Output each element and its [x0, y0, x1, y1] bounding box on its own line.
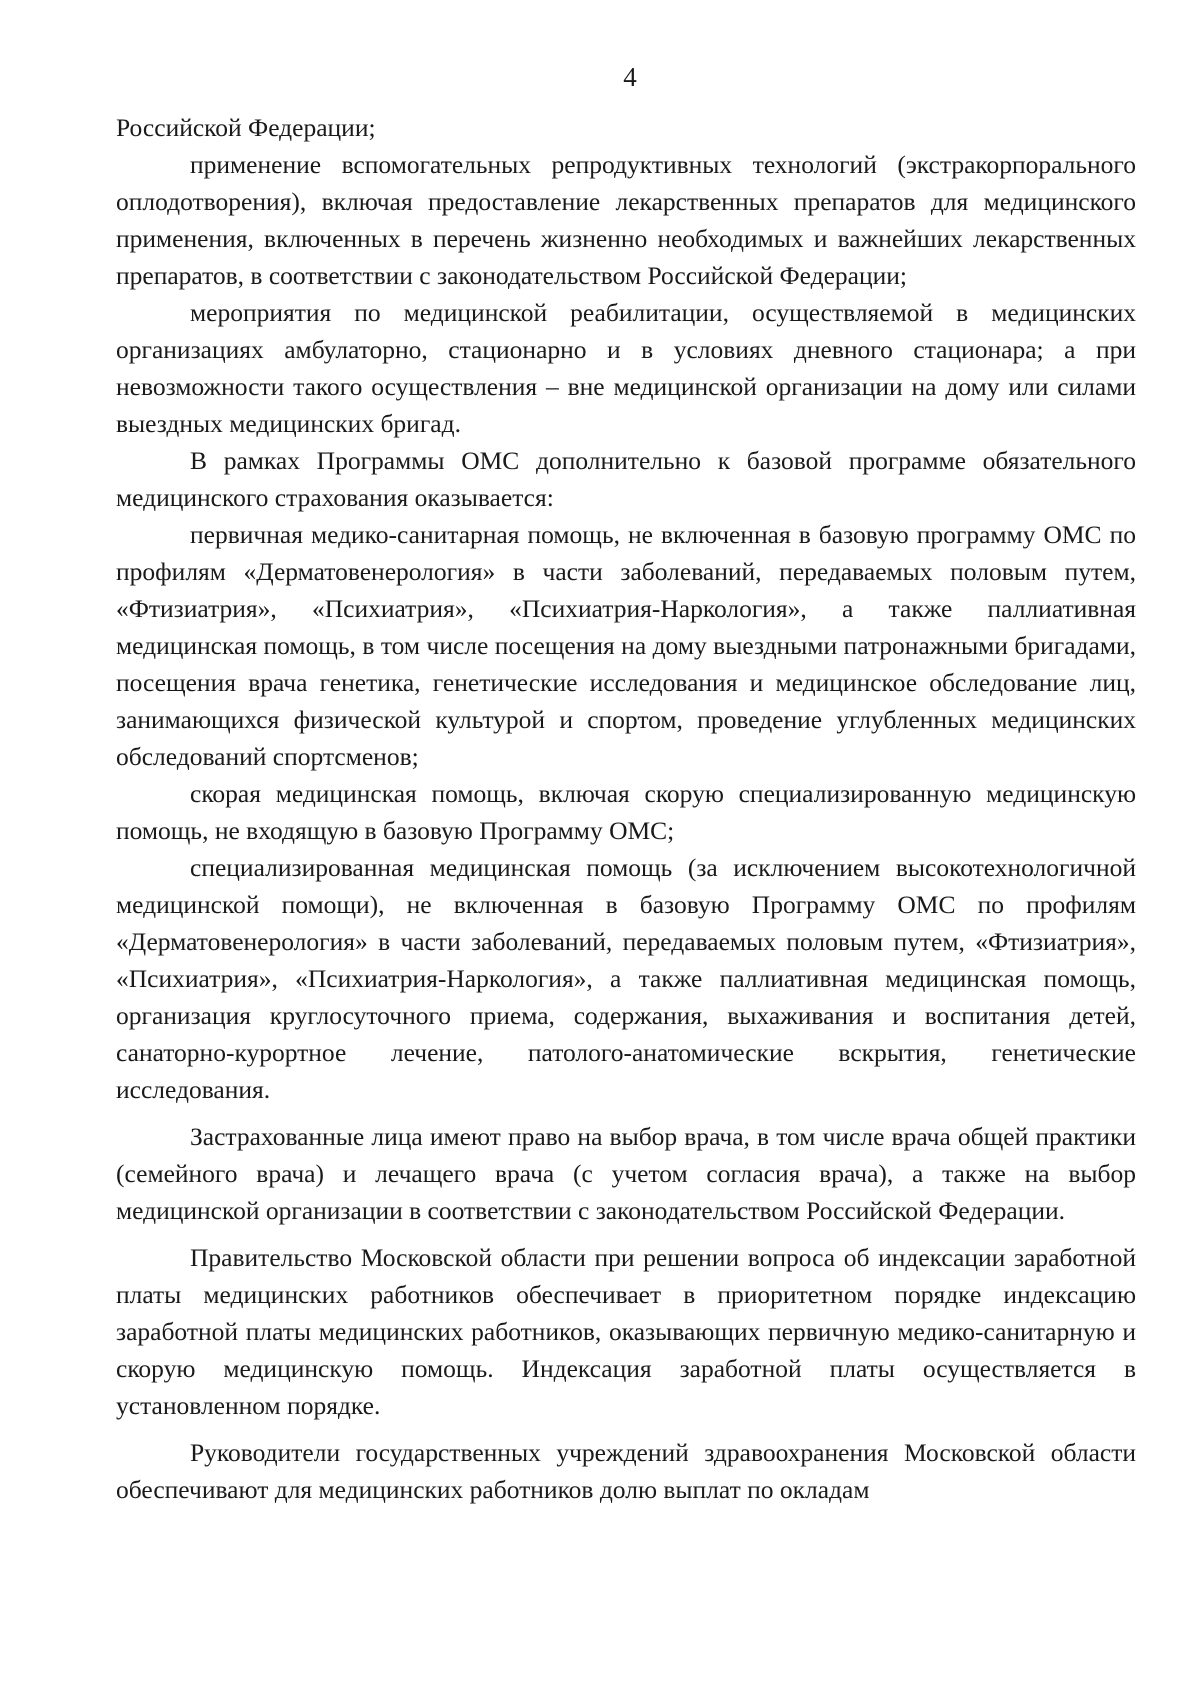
paragraph: мероприятия по медицинской реабилитации, осуществляемой в медицинских организациях амбулаторно, стационарно и в условиях дневного стационара; а при невозможности такого осуществления – вне медицинской организации на дому или силами выездных медицинских бригад.	[116, 298, 1136, 438]
paragraph: скорая медицинская помощь, включая скорую специализированную медицинскую помощь, не входящую в базовую Программу ОМС;	[116, 779, 1136, 845]
paragraph: В рамках Программы ОМС дополнительно к базовой программе обязательного медицинского страхования оказывается:	[116, 446, 1136, 512]
paragraph: Российской Федерации;	[116, 113, 376, 142]
page-number: 4	[623, 62, 637, 92]
paragraph: специализированная медицинская помощь (за исключением высокотехнологичной медицинской помощи), не включенная в базовую Программу ОМС по профилям «Дерматовенерология» в части заболеваний, передаваемых половым путем, «Фтизиатрия», «Психиатрия», «Психиатрия-Наркология», а также паллиативная медицинская помощь, организация круглосуточного приема, содержания, выхаживания и воспитания детей, санаторно-курортное лечение, патолого-анатомические вскрытия, генетические исследования.	[116, 853, 1136, 1104]
document-body	[116, 109, 1136, 1508]
paragraph: Руководители государственных учреждений здравоохранения Московской области обеспечивают для медицинских работников долю выплат по окладам	[116, 1438, 1136, 1504]
paragraph: первичная медико-санитарная помощь, не включенная в базовую программу ОМС по профилям «Дерматовенерология» в части заболеваний, передаваемых половым путем, «Фтизиатрия», «Психиатрия», «Психиатрия-Наркология», а также паллиативная медицинская помощь, в том числе посещения на дому выездными патронажными бригадами, посещения врача генетика, генетические исследования и медицинское обследование лиц, занимающихся физической культурой и спортом, проведение углубленных медицинских обследований спортсменов;	[116, 520, 1136, 771]
paragraph: Застрахованные лица имеют право на выбор врача, в том числе врача общей практики (семейного врача) и лечащего врача (с учетом согласия врача), а также на выбор медицинской организации в соответствии с законодательством Российской Федерации.	[116, 1122, 1136, 1225]
paragraph: применение вспомогательных репродуктивных технологий (экстракорпорального оплодотворения), включая предоставление лекарственных препаратов для медицинского применения, включенных в перечень жизненно необходимых и важнейших лекарственных препаратов, в соответствии с законодательством Российской Федерации;	[116, 150, 1136, 290]
paragraph: Правительство Московской области при решении вопроса об индексации заработной платы медицинских работников обеспечивает в приоритетном порядке индексацию заработной платы медицинских работников, оказывающих первичную медико-санитарную и скорую медицинскую помощь. Индексация заработной платы осуществляется в установленном порядке.	[116, 1243, 1136, 1420]
